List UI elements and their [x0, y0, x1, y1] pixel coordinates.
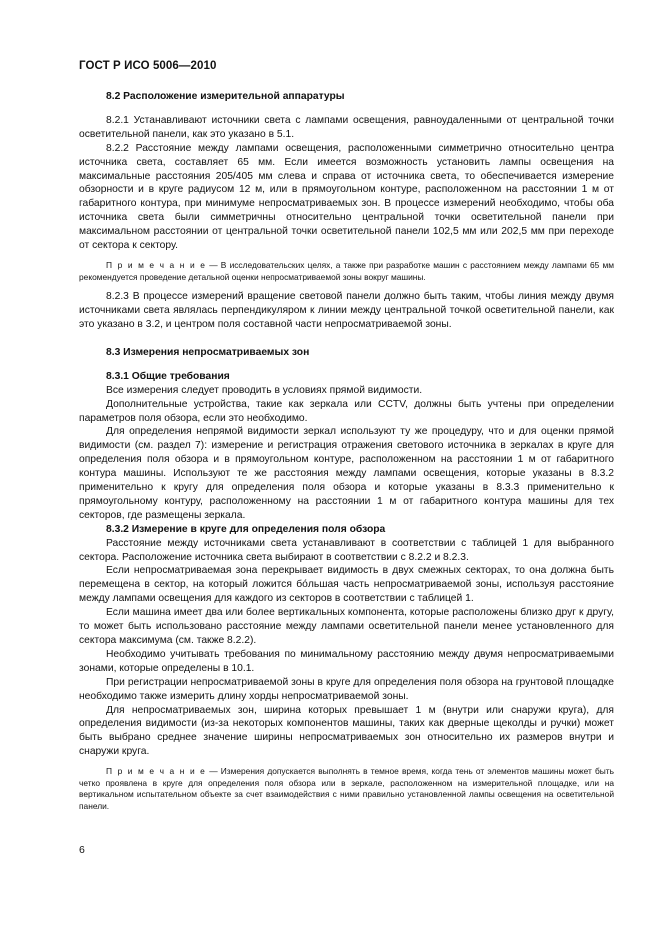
paragraph-8-3-2-4: Необходимо учитывать требования по минимальному расстоянию между двумя непросматриваемыми зонами, которые определены в 10.1.	[79, 648, 614, 674]
subsection-8-3-1-heading: 8.3.1 Общие требования	[106, 370, 230, 382]
note-label: П р и м е ч а н и е	[106, 259, 207, 270]
paragraph-8-3-2-3: Если машина имеет два или более вертикальных компонента, которые расположены близко друг к другу, то может быть использовано расстояние между лампами осветительной панели менее установленного для сектора максимума (см. также 8.2.2).	[79, 607, 614, 646]
note-text: — В исследовательских целях, а также при разработке машин с расстоянием между лампами 65 мм рекомендуется проведение детальной оценки непросматриваемой зоны вокруг машины.	[79, 259, 614, 282]
note-label: П р и м е ч а н и е	[106, 766, 207, 777]
page-number: 6	[79, 844, 85, 856]
paragraph-8-2-1: 8.2.1 Устанавливают источники света с лампами освещения, равноудаленными от центральной точки осветительной панели, как это указано в 5.1.	[79, 114, 614, 140]
section-8-3-heading: 8.3 Измерения непросматриваемых зон	[106, 346, 310, 358]
paragraph-8-2-3: 8.2.3 В процессе измерений вращение световой панели должно быть таким, чтобы линия между двумя источниками света являлась перпендикуляром к линии между центральной точкой осветительной панели, как это указано в 3.2, и центром поля составной части непросматриваемой зоны.	[79, 291, 614, 330]
paragraph-8-3-1-1: Все измерения следует проводить в условиях прямой видимости.	[106, 384, 423, 396]
page-content	[79, 90, 614, 813]
paragraph-8-3-2-1: Расстояние между источниками света устанавливают в соответствии с таблицей 1 для выбранного сектора. Расположение источника света выбирают в соответствии с 8.2.2 и 8.2.3.	[79, 537, 614, 563]
subsection-8-3-2-heading: 8.3.2 Измерение в круге для определения поля обзора	[106, 523, 386, 535]
paragraph-8-3-1-3: Для определения непрямой видимости зеркал используют ту же процедуру, что и для оценки прямой видимости (см. раздел 7): измерение и регистрация отражения светового источника в зеркалах в круге для определения поля обзора и в прямоугольном контуре, расположенном на расстоянии 1 м от габаритного контура машины. Используют те же расстояния между лампами освещения, которые указаны в 8.3.2 применительно к кругу для определения поля обзора и которые указаны в 8.3.3 применительно к прямоугольному контуру, расположенному на расстоянии 1 м от габаритного контура машины для тех секторов, где размещены зеркала.	[79, 426, 614, 521]
note-8-3-2	[79, 766, 614, 812]
note-text: — Измерения допускается выполнять в темное время, когда тень от элементов машины может быть четко проявлена в круге для определения поля обзора или в зеркале, расположенном на измерительной площадке, или на вертикальном испытательном объекте за счет взаимодействия с ними правильно установленной лампы освещения на осветительной панели.	[79, 766, 614, 811]
section-8-2-heading: 8.2 Расположение измерительной аппаратуры	[106, 91, 345, 102]
document-header: ГОСТ Р ИСО 5006—2010	[79, 60, 217, 72]
note-8-2-2	[79, 260, 614, 283]
paragraph-8-3-1-2: Дополнительные устройства, такие как зеркала или CCTV, должны быть учтены при определении параметров поля обзора, если это необходимо.	[79, 398, 614, 424]
paragraph-8-2-2: 8.2.2 Расстояние между лампами освещения, расположенными симметрично относительно центра источника света, составляет 65 мм. Если имеется возможность установить лампы освещения на максимальные расстояния 205/405 мм слева и справа от источника света, то обеспечивается измерение обзорности и в круге радиусом 12 м, или в прямоугольном контуре, расположенном на расстоянии 1 м от габаритного контура, при минимуме непросматриваемых зон. В процессе измерений необходимо, чтобы оба источника света были симметричны относительно центральной точки осветительной панели при максимальном расстоянии от центральной точки осветительной панели 102,5 мм или 202,5 мм при переходе от сектора к сектору.	[79, 142, 614, 252]
paragraph-8-3-2-2: Если непросматриваемая зона перекрывает видимость в двух смежных секторах, то она должна быть перемещена в сектор, на который ложится бо́льшая часть непросматриваемой зоны, используя расстояние между лампами освещения для каждого из секторов в соответствии с таблицей 1.	[79, 565, 614, 605]
paragraph-8-3-2-5: При регистрации непросматриваемой зоны в круге для определения поля обзора на грунтовой площадке необходимо также измерить длину хорды непросматриваемой зоны.	[79, 676, 614, 702]
paragraph-8-3-2-6: Для непросматриваемых зон, ширина которых превышает 1 м (внутри или снаружи круга), для определения видимости (из-за некоторых компонентов машины, таких как дверные щеколды и ручки) может быть выбрано среднее значение ширины непросматриваемых зон относительно их размеров внутри и снаружи круга.	[79, 704, 614, 758]
